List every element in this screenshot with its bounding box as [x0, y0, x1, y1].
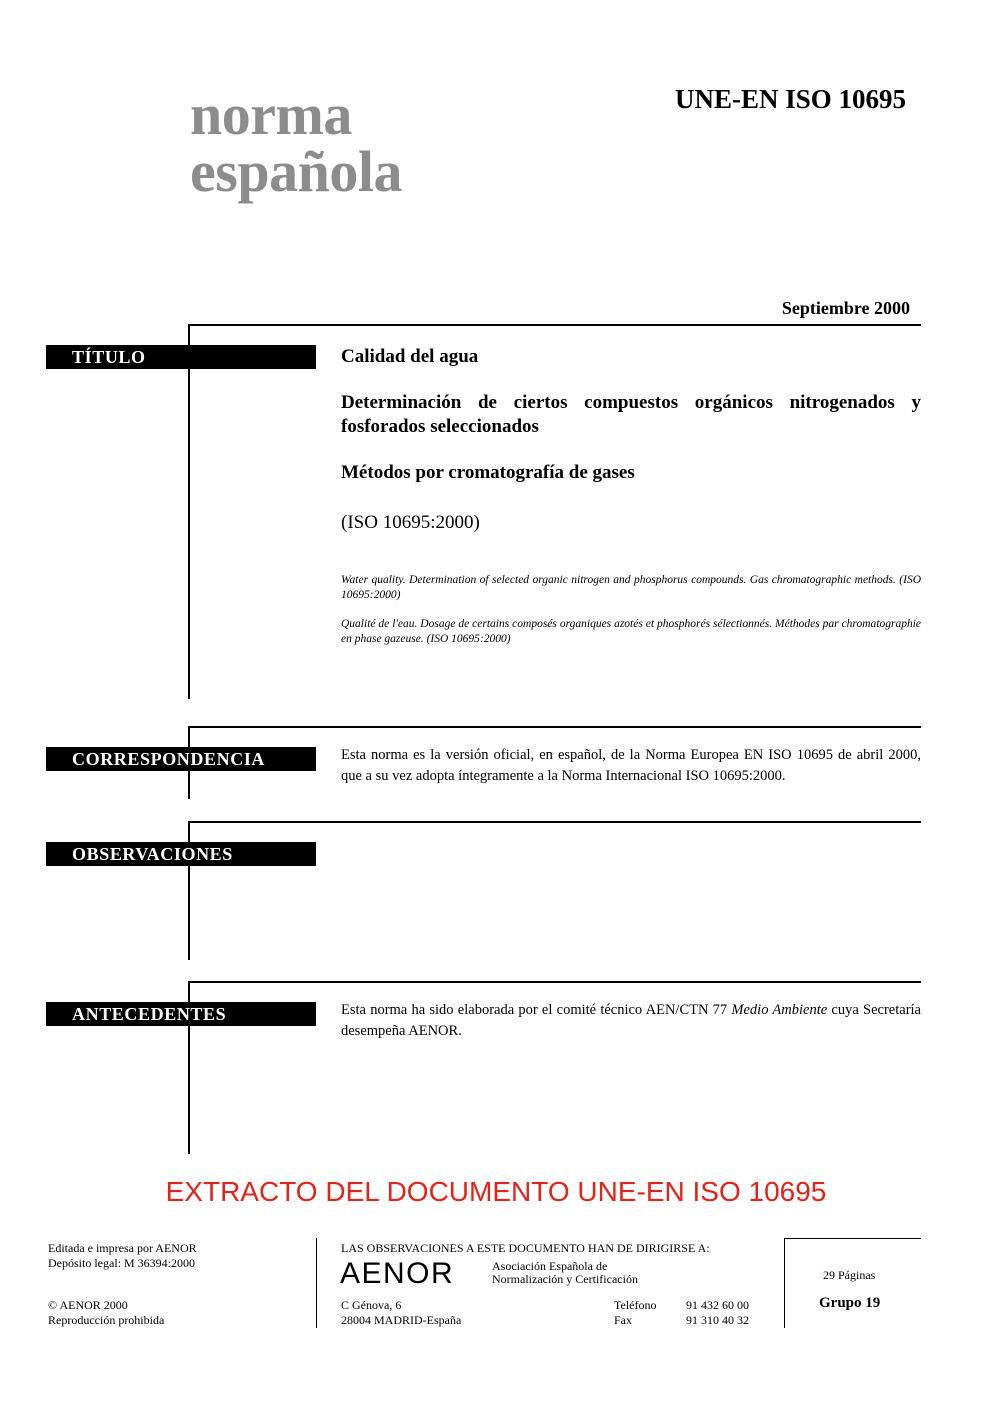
divider-observaciones	[189, 821, 921, 823]
title-line-1: Calidad del agua	[341, 346, 479, 367]
aenor-name-line2: Normalización y Certificación	[492, 1272, 638, 1286]
footer-observaciones-dirigirse: LAS OBSERVACIONES A ESTE DOCUMENTO HAN DE DIRIGIRSE A:	[341, 1241, 710, 1255]
footer-deposito: Depósito legal: M 36394:2000	[48, 1256, 195, 1270]
extract-banner: EXTRACTO DEL DOCUMENTO UNE-EN ISO 10695	[165, 1176, 827, 1207]
label-titulo: TÍTULO	[46, 345, 316, 369]
aenor-logo: AENOR	[340, 1257, 455, 1290]
footer-telefono-label: Teléfono	[614, 1298, 657, 1312]
antecedentes-text-before: Esta norma ha sido elaborada por el comité técnico AEN/CTN 77	[341, 1002, 732, 1018]
label-correspondencia: CORRESPONDENCIA	[46, 747, 316, 771]
vertical-rule-titulo	[188, 324, 190, 699]
footer-address1: C Génova, 6	[341, 1298, 402, 1312]
standard-code: UNE-EN ISO 10695	[674, 84, 906, 114]
english-title: Water quality. Determination of selected organic nitrogen and phosphorus compounds. Gas chromatographic methods. (ISO 10695:2000)	[341, 574, 921, 601]
titulo-content	[341, 345, 921, 647]
footer-editada: Editada e impresa por AENOR	[48, 1241, 197, 1255]
footer-fax-value: 91 310 40 32	[686, 1313, 749, 1327]
footer-fax-label: Fax	[614, 1313, 632, 1327]
antecedentes-text-after: cuya Secretaría desempeña AENOR.	[341, 1002, 921, 1039]
label-observaciones: OBSERVACIONES	[46, 842, 316, 866]
iso-reference: (ISO 10695:2000)	[341, 512, 480, 533]
footer-grupo: Grupo 19	[819, 1295, 881, 1311]
footer-box-top	[784, 1238, 921, 1239]
footer-divider-left	[316, 1238, 317, 1328]
aenor-name-line1: Asociación Española de	[492, 1259, 608, 1273]
divider-titulo	[189, 324, 921, 326]
committee-name: Medio Ambiente	[731, 1002, 828, 1018]
title-line-3: Métodos por cromatografía de gases	[341, 462, 635, 483]
label-antecedentes: ANTECEDENTES	[46, 1002, 316, 1026]
footer-address2: 28004 MADRID-España	[341, 1313, 462, 1327]
french-title: Qualité de l'eau. Dosage de certains composés organiques azotés et phosphorés sélectionnés. Méthodes par chromatographie en phase gazeuse. (ISO 10695:2000)	[341, 618, 921, 645]
brand-espanola: española	[190, 139, 402, 204]
title-line-2: Determinación de ciertos compuestos orgánicos nitrogenados y fosforados seleccionados	[341, 392, 921, 437]
footer-telefono-value: 91 432 60 00	[686, 1298, 749, 1312]
footer-paginas: 29 Páginas	[823, 1268, 876, 1282]
brand-norma: norma	[190, 82, 352, 147]
footer-divider-right	[784, 1238, 785, 1328]
divider-antecedentes	[189, 981, 921, 983]
footer-reproduccion: Reproducción prohibida	[48, 1313, 165, 1327]
publication-date: Septiembre 2000	[781, 298, 910, 318]
footer-copyright: © AENOR 2000	[48, 1298, 128, 1312]
divider-correspondencia	[189, 726, 921, 728]
antecedentes-text	[341, 1000, 921, 1042]
correspondencia-text: Esta norma es la versión oficial, en español, de la Norma Europea EN ISO 10695 de abril 2000, que a su vez adopta íntegramente a la Norma Internacional ISO 10695:2000.	[341, 747, 921, 784]
